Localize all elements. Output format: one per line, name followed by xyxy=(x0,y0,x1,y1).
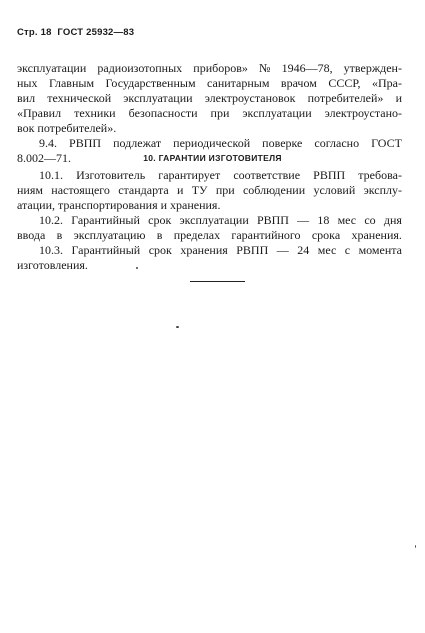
speck-mark xyxy=(176,326,179,328)
speck-mark xyxy=(136,267,138,269)
end-rule xyxy=(190,281,245,282)
clause-10-1-line: атации, транспортирования и хранения. xyxy=(17,198,221,212)
clause-10-2-line: 10.2. Гарантийный срок эксплуатации РВПП — 18 мес со дня xyxy=(39,213,402,227)
clause-9-4-line: 9.4. РВПП подлежат периодической поверке согласно ГОСТ xyxy=(39,136,402,150)
clause-10-1-line: ниям настоящего стандарта и ТУ при соблюдении условий эксплу- xyxy=(17,183,402,197)
section-title: 10. ГАРАНТИИ ИЗГОТОВИТЕЛЯ xyxy=(143,153,282,163)
text-line: вил технической эксплуатации электроустановок потребителей» и xyxy=(17,91,402,105)
standard-number: ГОСТ 25932—83 xyxy=(57,27,135,38)
text-line: вок потребителей». xyxy=(17,121,117,135)
text-block-upper xyxy=(17,61,402,166)
speck-mark xyxy=(415,545,416,548)
clause-10-2-line: ввода в эксплуатацию в пределах гарантийного срока хранения. xyxy=(17,228,402,242)
clause-10-3-line: 10.3. Гарантийный срок хранения РВПП — 24 мес с момента xyxy=(39,243,402,257)
text-line: «Правил техники безопасности при эксплуатации электроустано- xyxy=(17,106,402,120)
clause-9-4-line: 8.002—71. xyxy=(17,151,71,165)
page-number: Стр. 18 xyxy=(17,27,52,38)
clause-10-1-line: 10.1. Изготовитель гарантирует соответствие РВПП требова- xyxy=(39,168,402,182)
clause-10-3-line: изготовления. xyxy=(17,258,88,272)
text-line: ных Главным Государственным санитарным врачом СССР, «Пра- xyxy=(17,76,402,90)
text-line: эксплуатации радиоизотопных приборов» № 1946—78, утвержден- xyxy=(17,61,402,75)
page-header xyxy=(17,27,134,38)
text-block-lower xyxy=(17,168,402,273)
